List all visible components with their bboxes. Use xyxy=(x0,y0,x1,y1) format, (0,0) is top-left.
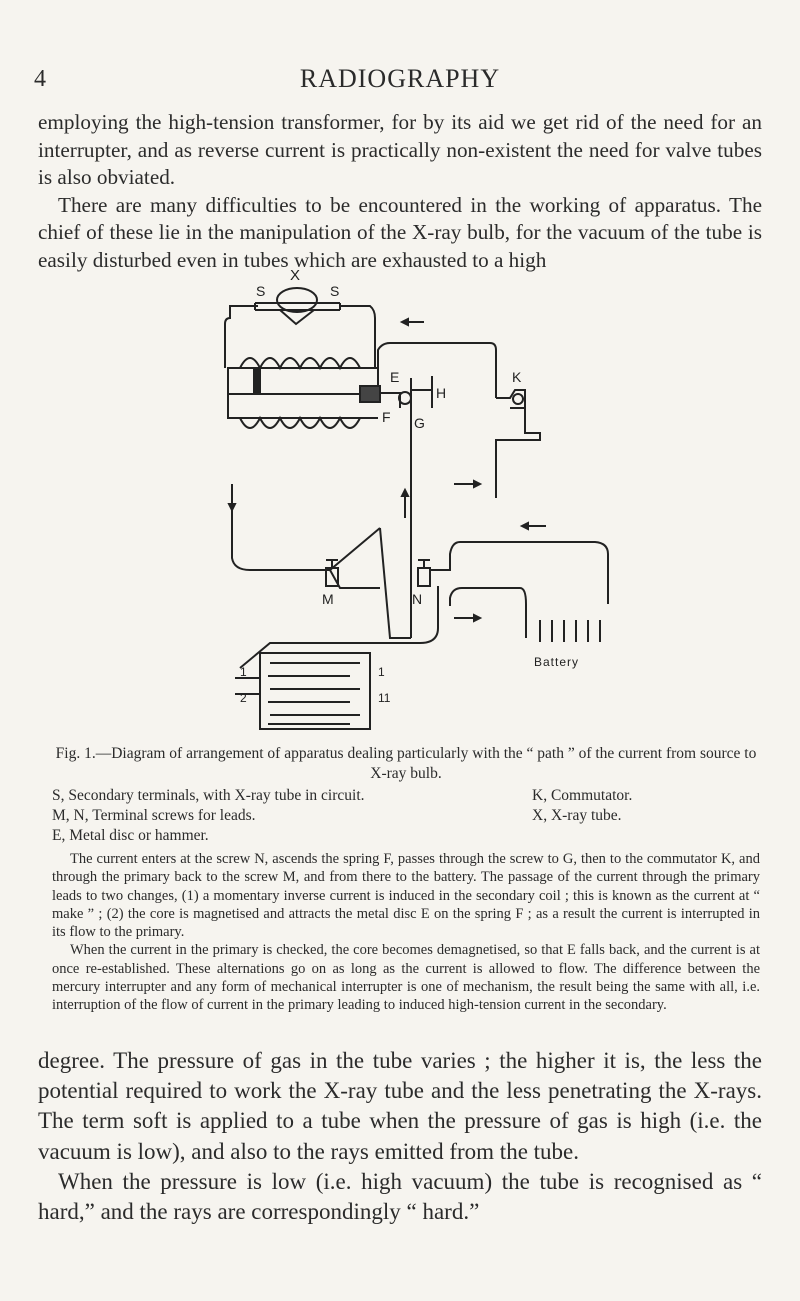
screw-h xyxy=(411,376,432,408)
top-paragraph-2: There are many difficulties to be encountered in the working of apparatus. The chief of these lie in the manipulation of the X-ray bulb, for the vacuum of the tube is easily disturbed even in tubes which are exhausted to a high xyxy=(38,192,762,272)
commutator-k xyxy=(496,390,525,408)
label-s-right: S xyxy=(330,283,340,299)
label-e: E xyxy=(390,369,400,385)
label-g: G xyxy=(414,415,425,431)
page-number: 4 xyxy=(34,66,46,92)
bottom-paragraph-2: When the pressure is low (i.e. high vacuum) the tube is recognised as “ hard,” and the rays are correspondingly “ hard.” xyxy=(38,1168,762,1225)
label-condenser xyxy=(270,737,338,738)
label-f: F xyxy=(382,409,391,425)
terminal-n xyxy=(418,568,430,586)
label-n: N xyxy=(412,591,423,607)
explanation-paragraph-1: The current enters at the screw N, ascends the spring F, passes through the screw to G, then to the commutator K, and through the primary back to the screw M, and from there to the battery. The passage of the current through the primary leads to two changes, (1) a momentary inverse current is induced in the secondary coil ; this is known as the current at “ make ” ; (2) the core is magnetised and attracts the metal disc E on the spring F ; as a result the current is interrupted in its flow to the primary. xyxy=(52,851,760,941)
circuit-diagram xyxy=(200,258,620,738)
label-s-left: S xyxy=(256,283,266,299)
terminal-n-cap xyxy=(418,560,430,568)
label-condenser-1-left: 1 xyxy=(240,665,247,679)
top-paragraph-1: employing the high-tension transformer, for by its aid we get rid of the need for an interrupter, and as reverse current is practically non-existent the need for valve tubes is also obviated. xyxy=(38,110,762,190)
secondary-lead-right xyxy=(340,306,375,368)
coil-turns-bottom xyxy=(240,418,360,428)
legend-k: K, Commutator. xyxy=(532,787,633,804)
battery-cells xyxy=(540,620,600,642)
explanation-paragraph-2: When the current in the primary is checked, the core becomes demagnetised, so that E falls back, and the current is at once re-established. These alternations go on as long as the current is allowed to flow. The difference between the mercury interrupter and any form of mechanical interrupter is one of mechanism, the result being the same with all, i.e. interruption of the flow of current in the primary leading to induced high-tension current in the secondary. xyxy=(52,942,760,1014)
label-battery: Battery xyxy=(534,655,580,669)
battery-wire-lower xyxy=(240,586,438,668)
legend-s: S, Secondary terminals, with X-ray tube in circuit. xyxy=(52,787,365,804)
commutator-knob xyxy=(513,394,523,404)
xray-tube-bulb xyxy=(277,288,317,312)
figure-legend xyxy=(52,786,760,846)
label-condenser-2-right: 11 xyxy=(378,691,391,705)
figure-caption: Fig. 1.—Diagram of arrangement of apparatus dealing particularly with the “ path ” of the current from source to X-ray bulb. xyxy=(55,745,757,782)
label-condenser-1-right: 1 xyxy=(378,665,385,679)
bottom-paragraph-1: degree. The pressure of gas in the tube varies ; the higher it is, the less the potential required to work the X-ray tube and the less penetrating the X-rays. The term soft is applied to a tube when the pressure of gas is high (i.e. the vacuum is low), and also to the rays emitted from the tube. xyxy=(38,1048,762,1164)
label-h: H xyxy=(436,385,447,401)
hammer-disc xyxy=(360,386,380,402)
condenser-box xyxy=(260,653,370,729)
spring-f xyxy=(380,393,400,408)
label-k: K xyxy=(512,369,522,385)
commutator-lead xyxy=(496,408,540,498)
xray-tube-body xyxy=(255,303,340,310)
coil-core xyxy=(254,369,260,393)
figure-explanation xyxy=(52,850,760,1015)
running-head: RADIOGRAPHY xyxy=(299,64,501,93)
legend-x: X, X-ray tube. xyxy=(532,807,622,824)
legend-mn: M, N, Terminal screws for leads. xyxy=(52,807,256,824)
battery-wire-mid xyxy=(450,588,526,638)
battery-wire-upper xyxy=(430,542,608,604)
legend-e: E, Metal disc or hammer. xyxy=(52,827,209,844)
coil-primary xyxy=(228,368,378,394)
spring-base xyxy=(380,528,411,638)
label-condenser-2-left: 2 xyxy=(240,691,247,705)
coil-base xyxy=(228,394,378,418)
top-text xyxy=(38,109,762,275)
label-x: X xyxy=(290,267,301,284)
primary-return xyxy=(232,510,380,570)
condenser-plates xyxy=(268,663,360,724)
label-m: M xyxy=(322,591,334,607)
coil-turns-top xyxy=(240,358,360,368)
bottom-text xyxy=(38,1046,762,1227)
